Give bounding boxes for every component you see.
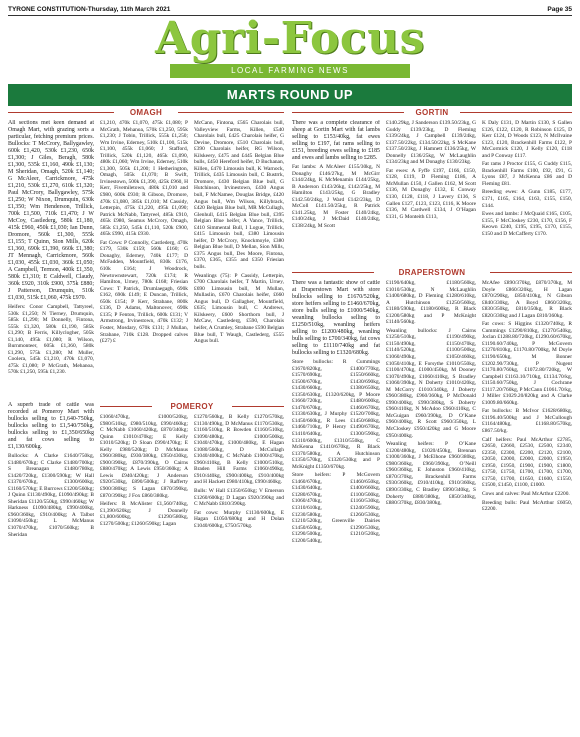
omagh-heifers-cont: £1,210, 470k £1,070, 475k £1,080; P McGrath, Mehanoa, 570k £1,250, 595k £1,230; J Tobin, Trillick, 555k £1,250; Wm Irvine, Ederney, 510k £1,100, 515k £1,100, 455k £1,060; J Stafford, Trillick, 520k £1,120, 465k £1,090, 480k £1,060; Wm Irvine, Ederney, 510k £1,300, 505k £1,200; I Hetherington, Omagh, 505k £1,070; B Swift, Irvinestown, 500k £1,390, 425k £960, H Kerr, Fivemiletown, 480k £1,010 and £980, 600k £930; R Gibson, Dromore, 470k £1,080, 385k £1,010; M Cassidy, Letterpin, 475k £1,220, 495k £1,090; Patrick McNabb, Tattyreel, 485k £910, 465k £980, Seamus McCrory, Omagh, 585k £1,250, 545k £1,110, 520k £900, 465k £990, 415k £930.	[100, 120, 188, 238]
section-title: GORTIN	[415, 108, 449, 117]
pomeroy-bullocks-cont: £1060/470kg, £1000/520kg, £980/510kg, £980/510kg, £990/460kg; C McNabb £1060/420kg, £870/340kg; Quinn £1010/470kg; E Kelly £1010/520kg; D Sloan £990/470kg; E Kelly £980/520kg; D McManus £960/380kg, £930/380kg, £950/430kg, £900/390kg, £870/390kg, O Cairns £880/470kg; A Lewis £950/360kg; A Lewis £940/420kg; J Anderson £920/530kg, £890/500kg; J Rafferty £900/380kg; S Lagan £870/390kg, £870/390kg; J Fox £860/380kg.	[100, 414, 188, 499]
pomeroy-column-3	[194, 414, 284, 732]
pomeroy-column-2	[100, 414, 188, 732]
draperstown-store-heifers: Store heifers: P McGovern £1460/670kg, £1460/650kg, £1430/640kg, £1400/660kg, £1280/670kg, £1100/500kg, £1060/470kg, £1160/530kg, £1310/610kg, £1240/590kg, £1230/580kg, £1260/530kg, £1210/520kg, Greenville Dairies £1450/650kg, £1290/530kg, £1290/500kg, £1210/520kg, £1200/540kg,	[292, 472, 380, 544]
draperstown-fat-bullocks: Fat bullocks: B McIvor £1628/680kg, £1196.40/500kg and J McCullough £1164/480kg, £1168.80/570kg, £867.50/kg.	[482, 408, 572, 435]
section-rule	[232, 406, 284, 407]
omagh-weanlings: Weanlings (75): P Cassidy, Letterpin, £700 Charolais heifer, T Martin, Urney, £690 Limousin bull, M Mullan, Mullaslin, £670 Charolais heifer, £660 Angus bull, D Gallagher, Mountfield, £635; Limousin bull, C Andrews, Kilskeery, £600 Shorthorn bull, J McCaw, Castlederg, £590, Charolais heifer, A Crumley, Strabane £590 Belgian Blue bull, T Waugh, Castlederg, £555 Angus bull.	[194, 272, 284, 345]
pomeroy-bullocks: Bullocks: A Clarke £1640/750kg, £1480/670kg; C Clarke £1480/700kg; S Breanagan £1480/780kg, £1420/720kg, £1300/590kg; W Hall £1370/670kg, £1300/600kg, £1160/570kg; E Burrows £1200/560kg; J Quinn £1130/490kg, £1090/490kg; B Sheridan £1120/550kg, £990/460kg; W Harkness £1090/480kg, £990/400kg, £960/360kg, £910/400kg; A Talbot £1090/450kg; L McManus £1070/470kg, £1070/560kg; B Sheridan	[8, 453, 94, 538]
draperstown-heifers-cont: £1190/640kg, £1180/560kg, £1010/530kg, N McLaughlin £1400/680kg, D Fleming £1280/610kg, A Hutchinson £1250/560kg, £1180/590kg, £1180/600kg, R Black £1200/580kg and P McKnight £1140/560kg.	[386, 280, 476, 326]
section-title: DRAPERSTOWN	[398, 268, 466, 277]
gortin-fat-lambs-cont: £140.29kg, J Sanderson £139.50/23kg, G Guddy £139/23kg, D Fleming £139/24kg, J Campbell £139/24kg, £137.50/22kg, £134.50/22kg, S McKane £137.50/23kg, J Hamnett £136/25kg, W Donnelly £136/25kg, W McLaughlin £134/23kg and M Donaghy £130/23kg.	[386, 120, 476, 166]
omagh-intro: All sections met keen demand at Omagh Mart, with grazing sorts a particular, fetching premium prices. Bullocks: T McCrory, Ballygawley, 600k £1,420, 530k £1,230, 650k £1,300; J Giles, Beragh, 580k £1,300, 535k £1,160, 490k £1,130; M Sheridan, Omagh, 520k £1,140; G McAleer, Carrickmore, 475k £1,210, 530k £1,270, 610k £1,320; Paul McCrory, Ballygawley, 575k £1,250; W Nixon, Drumquin, 630k £1,350; Wm Henderson, Trillick, 700k £1,500, 710k £1,470; J W McCoy, Castlederg, 580k £1,180, 415k £960, 450k £1,030; Ian Dunn, Dromore, 560k £1,300, 555k £1,155; T Quinn, Sion Mills, 620k £1,360, 690k £1,390, 660k £1,380; JT Mennagh, Carrickmore, 560k £1,030, 455k £1,030, 360k £1,050; A Campbell, Termon, 400k £1,350, 580k £1,310; E Caldwell, Claudy, 360k £920, 310k £900, 375k £880; J Patterson, Drumquin, 510k £1,030, 515k £1,060, 475k £970.	[8, 120, 94, 301]
draperstown-weanling-heifers-cont: McAfee £890/370kg, £870/370kg, M Doyle £860/320kg, H Lagan £870/290kg, £850/410kg, N Gibson £840/330kg, A Boyd £860/320kg, £830/350kg, £810/350kg, R Black £820/330kg and J Lagan £810/360kg.	[482, 280, 572, 319]
section-head-pomeroy	[100, 402, 284, 411]
draperstown-cows-and-calves: Cows and calves: Paul McArthur £2200.	[482, 490, 570, 497]
section-rule	[178, 112, 284, 113]
gortin-column-1	[292, 120, 380, 266]
section-rule	[292, 112, 404, 113]
gortin-breeding-ewes: Breeding ewes: A Gunn £185, £177, £171, £165, £164, £163, £155, £150, £144.	[482, 189, 572, 209]
omagh-calves: McCann, Fintona, £565 Charolais bull, Valleyview Farms, Killen, £540 Charolais bull, £425 Charolais heifer, G Devine, Dromore, £510 Charolais bull, £390 Charolais heifer, RG Wilson, Kilskeery, £475 and £445 Belgian Blue bulls, £450 Hereford heifer, D Buchanan, Killen, £470 Limousin bull, K Warnock, Trillick, £435 Limousin bull, C Bustrrk, Dromore, £430 Belgian Blue bull, G Hutchinson, Irvinestown, £430 Angus bull, F McNamee, Douglas Bridge, £420 Angus bull, Wm Wilson, Killybrack, £420 Belgian Blue bull, MR McCullagh, Glenhull, £415 Belgian Blue bull, £395 Belgian Blue heifer, A Vance, Trillick, £410 Simmental Bull, I Logue, Trillick, £415 Limousin bull, £380 Limousin heifer, D McCrory, Knockmoyle, £380 Belgian Blue bull, D Mellan, Sion Mills, £375 Angus bull, Des Moore, Fintona, £370, £365, £355 and £350 Friesian bulls.	[194, 120, 284, 271]
gortin-fat-rams: Fat rams J Proctor £155, G Cuddy £115, Brackenhill Farms £100, £92, £91, G Lyons £87, J McKenna £86 and D Fleming £81.	[482, 161, 572, 187]
omagh-column-3	[194, 120, 284, 400]
draperstown-weanling-heifers: Weanling heifers: P O’Kane £1200/480kg, £1020/450kg, Brennan £1000/360kg, J McElhone £960/380kg, £980/360kg, £960/390kg, O’Neill £960/360kg, E Johnston £960/410kg, £870/370kg, Brackenhill Farms £930/360kg, £910/410kg, £910/360kg, £890/330kg, C Bradley £890/340kg, S Doherty £880/380kg, £850/340kg, £880/370kg, £830/380kg,	[386, 441, 476, 507]
pomeroy-bulls: Bulls: W Hall £1350/650kg; V Emerson £1260/600kg; D Lagan £920/390kg and C McNabb £810/390kg.	[194, 488, 284, 508]
omagh-fat-cows: Fat Cows: P Connolly, Castlederg, 470k £179, 530k £159; 560k £160; G Donaghy, Ederney, 740k £177; D McFadden, Mountfield, 830k £176, 610k £164; J Woodrock, Newtownstewart, 720k £174; R Hamilton, Urney, 780k £168; Friesian Cows: T Patrick, Drumlaegagh, 690k £162, 690k £149; E Duncan, Trillick, 650k £154; P Kerr, Strabane, 800k £136, D Adams, Maltonover, 690k £135; P Fenton, Trillick, 600k £131; V Armstrong, Irvinestown, 470k £132; J Foster, Mosdary, 670k £131; J Mullan, Strabane, 710k £128. Dropped calves (£27) £	[100, 239, 188, 345]
section-rule	[8, 112, 114, 113]
draperstown-column-2	[386, 280, 476, 732]
draperstown-calf-heifers: Calf heifers: Paul McArthur £2785, £2650, £2660, £2530, £2500, £2340, £2350, £2300, £2200, £2120, £2100, £2050, £2000, £2000, £2000, £1950, £1950, £1950, £1900, £1900, £1800, £1750, £1750, £1700, £1700, £1700, £1750, £1700, £1650, £1600, £1550, £1500, £1450, £1100, £1000.	[482, 436, 572, 489]
gortin-fat-lambs: Fat lambs: A McAleer £155/30kg, N Donaghy £146/27kg, M McGirr £144/24kg, K McMenamin £144/25kg, B Anderson £143/26kg, £142/25kg, M Hamilton £143/25kg, G Bradley £142.50/24kg, J Ward £142/23kg, D McColl £141.50/25kg, R Patrick £141.25kg, M Foster £140/24kg, £140/24kg, J McDaid £140/24kg, £138/24kg, M Scott	[292, 164, 380, 229]
pomeroy-fat-cows: Fat cows: Murphy £1130/600kg, E Hagan £1050/680kg and H Dolan £1040/600kg, £750/570kg.	[194, 509, 284, 529]
gortin-fat-ewes-cont: K Daly £131, D Martin £130, S Gallen £126, £122, £120, R Robinson £125, D Kerr £124, D Woods £123, N McIlvaine £123, £120, Brackenhill Farms £122, P McCormick £120, J Kelly £120, £118 and P Conway £117.	[482, 120, 572, 159]
section-rule	[292, 272, 374, 273]
masthead-strap: LOCAL FARMING NEWS	[170, 64, 410, 78]
draperstown-column-1	[292, 280, 380, 732]
omagh-column-1	[8, 120, 94, 400]
gortin-ewes-and-lambs: Ewes and lambs: J McQuaid £165, £105, £155, F McCloskey £230, £170, £156, F Keown £240, £195, £195, £170, £155, £150 and D McCafferty £170.	[482, 211, 572, 237]
masthead-title: Agri-Focus	[155, 13, 425, 64]
section-title: POMEROY	[170, 402, 214, 411]
gortin-fat-ewes: Fat ewes: A Fyffe £197, £166, £150, £128, £119, D Fleming £186, A McMullan £150, J Gallen £162, M Scott £136, M Donaghy £132, E Conway £130, £128, £118, J Lavery £136, S Gallen £127, £123, £123, £116, K Moore £136, M Cardwell £134, J O’Hagan £131, G Monteith £113,	[386, 167, 476, 220]
draperstown-column-3	[482, 280, 572, 732]
omagh-column-2	[100, 120, 188, 400]
draperstown-fat-cows: Fat cows: S Higgins £1320/740kg, R Cummings £1290/810kg, £1270/540kg, Joclan £1288.80/720kg, £1290.60/670kg, £1190.60/740kg, P McGovern £1270/810kg, £1170.80/700kg, M Doyle £1190/650kg, M Bonner £1202.90/730kg, P Nugent £1170.80/760kg, £1072.80/720kg, W Campbell £1163.10/710kg, £1134.70/kg, £1150.60/750kg, J Cochrane £1117.20/760kg, P McCann £1061.70/kg, J Miller £1029.20/820kg and A Clarke £1009.80/660kg.	[482, 321, 572, 406]
section-rule	[490, 272, 572, 273]
section-head-gortin	[292, 108, 572, 117]
pomeroy-heifers-cont: £1270/560kg, B Kelly £1270/570kg, £1130/490kg, D McManus £1170/530kg, £1160/510kg, R Bowden £1160/510kg, £1090/480kg, £1000/500kg, £1040/470kg, £1000/480kg, E Hagan £1080/560kg, D McCullagh £1040/400kg, C McNabb £1000/470kg, £960/410kg, B Kelly £1000/510kg, Braden Hill Farms £1060/490kg, £910/440kg, £900/400kg, £910/400kg and H Hackett £980/410kg, £990/460kg.	[194, 414, 284, 486]
masthead	[140, 14, 440, 82]
section-rule	[460, 112, 572, 113]
header-date: TYRONE CONSTITUTION-Thursday, 11th March 2021	[8, 5, 171, 13]
marts-round-up-banner: MARTS ROUND UP	[8, 84, 572, 106]
draperstown-weanling-bullocks: Weanling bullocks: J Cairns £1250/510kg, £1190/490kg, £1150/490kg, £1150/470kg, £1140/520kg, £1100/500kg, £1060/490kg, £1050/460kg, £1050/410kg, E Forsythe £1010/550kg, £1100/470kg, £1000/450kg, M Dooney £1070/490kg, £1060/410kg, S Bradley £1060/390kg, N Doherty £1010/420kg, M McCorry £1010/340kg, J Doherty £960/380kg, £960/360kg, P McDonald £990/400kg, £990/380kg, S Doherty £960/410kg, N McAdoo £960/410kg, C McGuigan £960/390kg, D O’Kane £960/400kg, R Scott £960/350kg, L McCloskey £950/420kg and G Moore £950/400kg.	[386, 327, 476, 439]
omagh-heifers: Heifers: Conor Campbell, Tattyreel, 530k £1,250; N Tierney, Drumquin, 585k £1,290; M Donnelly, Fintona, 555k £1,320, 580k £1,190, 585k £1,290; B Ferris, Killyclogher, 505k £1,140, 495k £1,080; R Wilson, Burnmonteer, 605k £1,360, 580k £1,290, 575k £1,280; M Muller, Coolera, 545k £1,210, 470k £1,070, 475k £1,080; P McGrath, Mehanoa, 570k £1,250, 595k £1,230.	[8, 304, 94, 376]
draperstown-intro: There was a fantastic show of cattle at Draperstown Mart with store bullocks selling to £1670/520kg, store heifers selling to £1460/670kg, store bulls selling to £1000/540kg, weanling bullocks selling to £1250/510kg, weanling heifers selling to £1200/480kg, weanling bulls selling to £700/340kg, fat cows selling to £1110/740kg and fat bullocks selling to £1320/680kg.	[292, 280, 380, 356]
pomeroy-intro: A superb trade of cattle was recorded at Pomeroy Mart with bullocks selling to £1,640-750kg, bullocks selling to £1,540/750kg, bullocks selling to £1,350/650kg and fat cows selling to £1,130/600kg.	[8, 402, 94, 450]
section-title: OMAGH	[129, 108, 163, 117]
section-rule	[100, 406, 152, 407]
gortin-column-2	[386, 120, 476, 266]
draperstown-breeding-bulls: Breeding bulls: Paul McArthur £6050, £2200.	[482, 499, 572, 513]
pomeroy-heifers: Heifers: R McAlister £1,560/740kg, £1,390/620kg; J Donnelly £1,800/600kg, £1290/580kg, £1270/500kg; £1260/590kg; Lagan	[100, 501, 188, 527]
header-page-number: Page 35	[547, 5, 572, 13]
pomeroy-column-1	[8, 402, 94, 732]
section-head-draperstown	[292, 268, 572, 277]
gortin-intro: There was a complete clearance of sheep at Gortin Mart with fat lambs selling to £153/40kg, fat ewes selling to £197, fat rams selling to £151, breeding ewes selling to £185 and ewes and lambs selling to £285.	[292, 120, 380, 161]
draperstown-store-bullocks: Store bullocks: R Cummings £1670/820kg, £1400/770kg, £1570/690kg, £1550/660kg, £1500/670kg, £1430/690kg, £1430/660kg, £1380/650kg, £1350/630kg, £1320/620kg, P Moore £1660/720kg, £1480/600kg, £1470/670kg, £1460/670kg, £1330/630kg, J Murphy £1520/700kg, £1450/660kg, R Lees £1450/680kg, £1460/710kg, P Henry £1490/670kg, £1410/640kg, £1300/590kg, £1310/600kg, £1310/550kg, C McKenna £1410/670kg, R Black £1370/580kg, A Hutchinson £1350/570kg, £1320/530kg and P McKnight £1350/670kg.	[292, 359, 380, 470]
gortin-column-3	[482, 120, 572, 266]
section-head-omagh	[8, 108, 284, 117]
